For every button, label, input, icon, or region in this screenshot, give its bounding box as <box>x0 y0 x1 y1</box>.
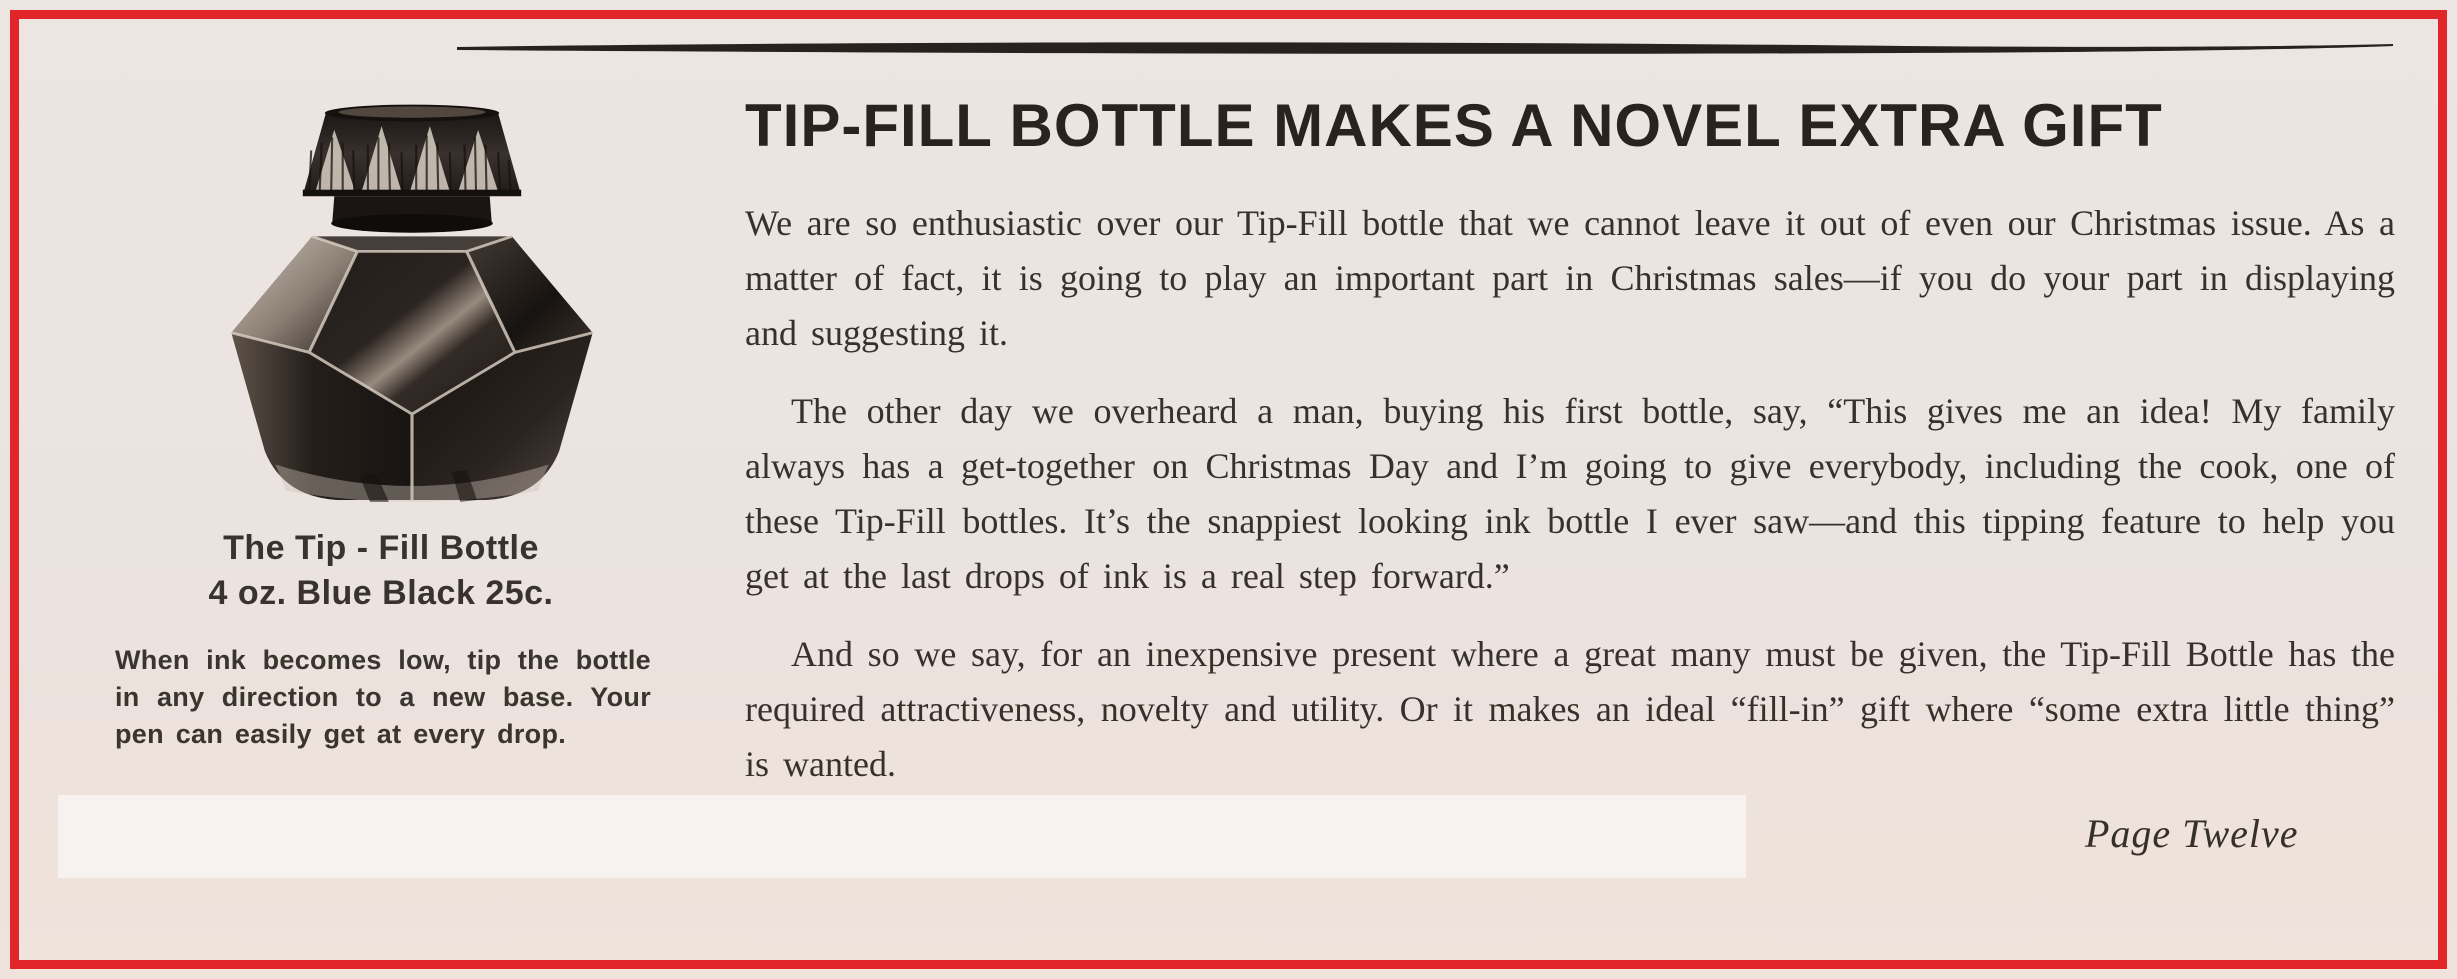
product-caption-price: 4 oz. Blue Black 25c. <box>208 574 554 612</box>
article-headline: TIP-FILL BOTTLE MAKES A NOVEL EXTRA GIFT <box>745 92 2163 159</box>
product-caption-name: The Tip - Fill Bottle <box>223 529 539 567</box>
article-paragraph-3: And so we say, for an inexpensive present where a great many must be given, the Tip-Fill Bottle has the required attractiveness, novelty and utility. Or it makes an ideal “fill-in” gift where “some extra little thing” is wanted. <box>745 634 2395 784</box>
page-number: Page Twelve <box>2085 811 2299 856</box>
product-note: When ink becomes low, tip the bottle in any direction to a new base. Your pen can easily get at every drop. <box>115 645 651 749</box>
article-paragraph-2: The other day we overheard a man, buying his first bottle, say, “This gives me an idea! My family always has a get-together on Christmas Day and I’m going to give everybody, including the cook, one of these Tip-Fill bottles. It’s the snappiest looking ink bottle I ever saw—and this tipping feature to help you get at the last drops of ink is a real step forward.” <box>745 391 2395 596</box>
article-paragraph-1: We are so enthusiastic over our Tip-Fill bottle that we cannot leave it out of even our Christmas issue. As a matter of fact, it is going to play an important part in Christmas sales—if you do your part in displaying and suggesting it. <box>745 203 2395 353</box>
whiteout-patch <box>58 795 1746 878</box>
product-caption <box>115 526 647 616</box>
swell-rule-divider <box>455 40 2395 58</box>
article-body <box>745 94 2395 815</box>
tip-fill-bottle-illustration <box>202 85 622 515</box>
